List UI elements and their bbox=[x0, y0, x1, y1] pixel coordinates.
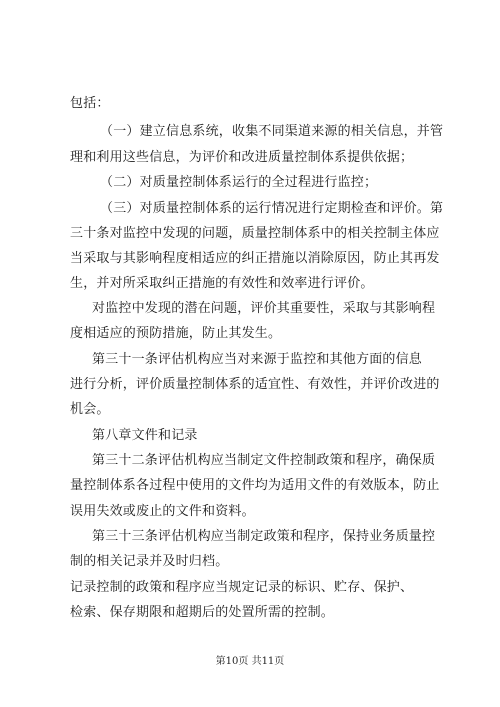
text-line: 理和利用这些信息，为评价和改进质量控制体系提供依据； bbox=[70, 150, 414, 165]
text-line: 生，并对所采取纠正措施的有效性和效率进行评价。 bbox=[70, 276, 374, 291]
text-line: 当采取与其影响程度相适应的纠正措施以消除原因，防止其再发 bbox=[70, 251, 440, 266]
text-line: 误用失效或废止的文件和资料。 bbox=[70, 504, 255, 519]
text-line: 检索、保存期限和超期后的处置所需的控制。 bbox=[70, 605, 335, 620]
text-line: 记录控制的政策和程序应当规定记录的标识、贮存、保护、 bbox=[70, 580, 414, 595]
page-number-footer: 第10页 共11页 bbox=[215, 656, 285, 667]
text-line: 机会。 bbox=[70, 402, 110, 417]
text-line: 第三十三条评估机构应当制定政策和程序，保持业务质量控 bbox=[92, 529, 436, 544]
text-line: 制的相关记录并及时归档。 bbox=[70, 554, 229, 569]
text-line: 第三十二条评估机构应当制定文件控制政策和程序，确保质 bbox=[92, 453, 436, 468]
text-line: 量控制体系各过程中使用的文件均为适用文件的有效版本，防止 bbox=[70, 478, 440, 493]
text-line: 对监控中发现的潜在问题，评价其重要性，采取与其影响程 bbox=[92, 301, 436, 316]
text-line: 第三十一条评估机构应当对来源于监控和其他方面的信息 bbox=[92, 352, 423, 367]
text-line: （三）对质量控制体系的运行情况进行定期检查和评价。第 bbox=[100, 201, 444, 216]
text-line: 进行分析，评价质量控制体系的适宜性、有效性，并评价改进的 bbox=[70, 377, 440, 392]
chapter-heading: 第八章文件和记录 bbox=[92, 428, 198, 443]
text-line: 度相适应的预防措施，防止其发生。 bbox=[70, 326, 282, 341]
text-line: （一）建立信息系统，收集不同渠道来源的相关信息，并管 bbox=[100, 124, 444, 139]
text-line: 包括： bbox=[70, 96, 110, 111]
text-line: 三十条对监控中发现的问题，质量控制体系中的相关控制主体应 bbox=[70, 226, 440, 241]
text-line: （二）对质量控制体系运行的全过程进行监控； bbox=[100, 175, 378, 190]
